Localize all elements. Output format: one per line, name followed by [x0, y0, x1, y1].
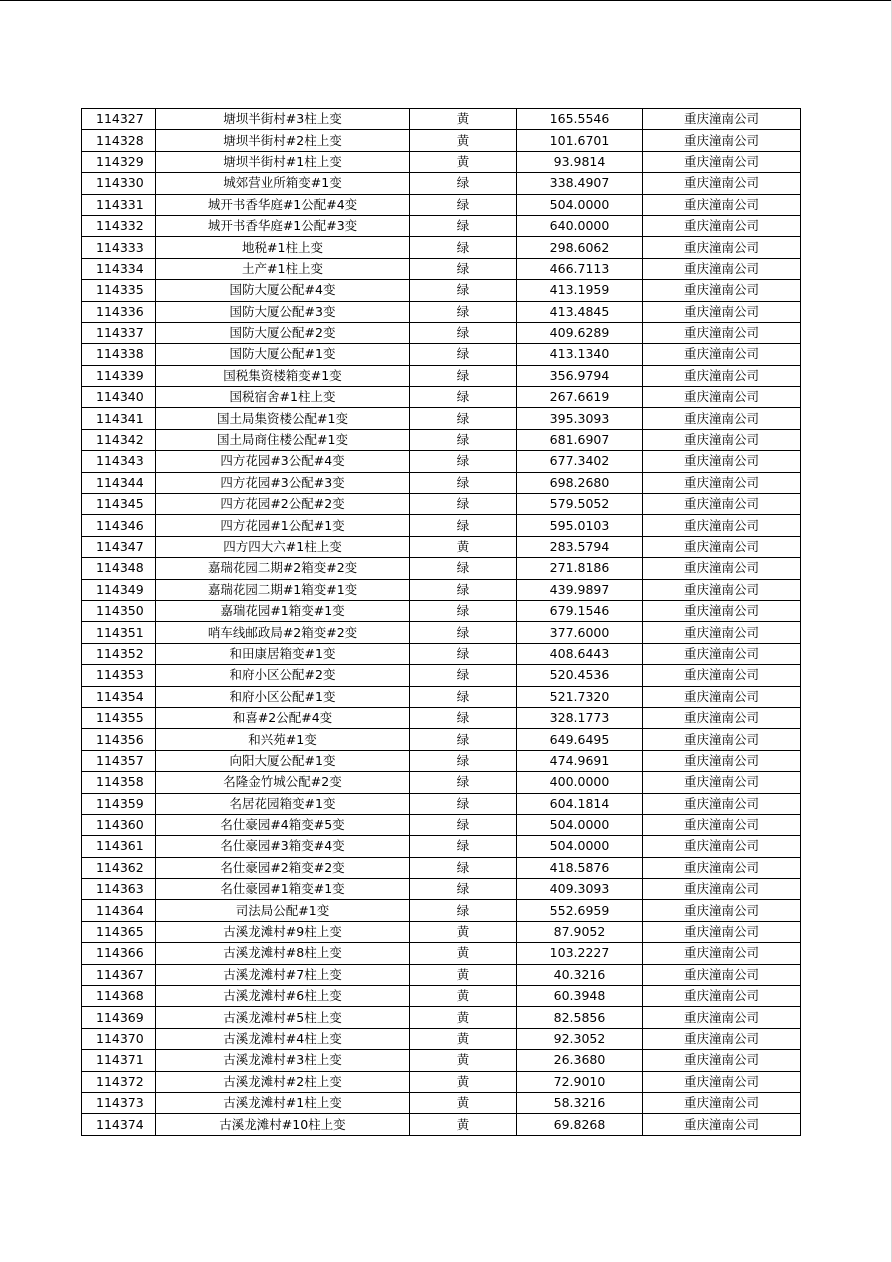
cell-company: 重庆潼南公司: [643, 814, 801, 835]
cell-name: 国土局集资楼公配#1变: [156, 408, 410, 429]
cell-name: 国防大厦公配#2变: [156, 322, 410, 343]
cell-color-code: 绿: [410, 600, 517, 621]
cell-id: 114337: [82, 322, 156, 343]
cell-id: 114351: [82, 622, 156, 643]
cell-value: 87.9052: [517, 921, 643, 942]
table-row: [82, 515, 801, 536]
cell-name: 古溪龙滩村#1柱上变: [156, 1092, 410, 1113]
table-row: [82, 750, 801, 771]
cell-name: 名隆金竹城公配#2变: [156, 772, 410, 793]
cell-color-code: 绿: [410, 900, 517, 921]
cell-name: 嘉瑞花园#1箱变#1变: [156, 600, 410, 621]
table-row: [82, 622, 801, 643]
table-row: [82, 772, 801, 793]
cell-value: 504.0000: [517, 194, 643, 215]
cell-value: 413.4845: [517, 301, 643, 322]
cell-color-code: 绿: [410, 750, 517, 771]
cell-id: 114335: [82, 280, 156, 301]
cell-value: 649.6495: [517, 729, 643, 750]
cell-id: 114341: [82, 408, 156, 429]
cell-color-code: 绿: [410, 793, 517, 814]
cell-company: 重庆潼南公司: [643, 857, 801, 878]
cell-name: 国土局商住楼公配#1变: [156, 429, 410, 450]
cell-value: 408.6443: [517, 643, 643, 664]
cell-color-code: 黄: [410, 1050, 517, 1071]
cell-company: 重庆潼南公司: [643, 280, 801, 301]
table-row: [82, 215, 801, 236]
cell-name: 国税宿舍#1柱上变: [156, 387, 410, 408]
table-row: [82, 109, 801, 130]
cell-name: 古溪龙滩村#9柱上变: [156, 921, 410, 942]
cell-name: 哨车线邮政局#2箱变#2变: [156, 622, 410, 643]
cell-company: 重庆潼南公司: [643, 365, 801, 386]
table-row: [82, 472, 801, 493]
table-row: [82, 814, 801, 835]
cell-name: 塘坝半街村#2柱上变: [156, 130, 410, 151]
cell-color-code: 绿: [410, 344, 517, 365]
cell-color-code: 绿: [410, 494, 517, 515]
cell-color-code: 黄: [410, 536, 517, 557]
cell-company: 重庆潼南公司: [643, 579, 801, 600]
cell-name: 城开书香华庭#1公配#4变: [156, 194, 410, 215]
cell-company: 重庆潼南公司: [643, 451, 801, 472]
cell-color-code: 黄: [410, 109, 517, 130]
cell-id: 114359: [82, 793, 156, 814]
cell-value: 409.3093: [517, 879, 643, 900]
cell-name: 国防大厦公配#4变: [156, 280, 410, 301]
cell-value: 439.9897: [517, 579, 643, 600]
cell-color-code: 绿: [410, 515, 517, 536]
cell-name: 向阳大厦公配#1变: [156, 750, 410, 771]
cell-color-code: 绿: [410, 173, 517, 194]
cell-company: 重庆潼南公司: [643, 986, 801, 1007]
cell-id: 114367: [82, 964, 156, 985]
cell-color-code: 绿: [410, 558, 517, 579]
cell-color-code: 绿: [410, 665, 517, 686]
cell-color-code: 绿: [410, 579, 517, 600]
cell-color-code: 黄: [410, 921, 517, 942]
table-row: [82, 151, 801, 172]
cell-id: 114354: [82, 686, 156, 707]
cell-company: 重庆潼南公司: [643, 408, 801, 429]
cell-id: 114339: [82, 365, 156, 386]
cell-value: 93.9814: [517, 151, 643, 172]
cell-value: 298.6062: [517, 237, 643, 258]
cell-company: 重庆潼南公司: [643, 258, 801, 279]
cell-name: 四方花园#2公配#2变: [156, 494, 410, 515]
table-row: [82, 344, 801, 365]
cell-name: 和兴苑#1变: [156, 729, 410, 750]
cell-value: 82.5856: [517, 1007, 643, 1028]
cell-value: 474.9691: [517, 750, 643, 771]
cell-color-code: 黄: [410, 1114, 517, 1135]
cell-color-code: 绿: [410, 429, 517, 450]
table-row: [82, 986, 801, 1007]
cell-color-code: 黄: [410, 964, 517, 985]
cell-name: 国税集资楼箱变#1变: [156, 365, 410, 386]
cell-name: 国防大厦公配#1变: [156, 344, 410, 365]
cell-id: 114342: [82, 429, 156, 450]
table-row: [82, 643, 801, 664]
table-row: [82, 365, 801, 386]
table-row: [82, 1050, 801, 1071]
cell-name: 和喜#2公配#4变: [156, 707, 410, 728]
table-row: [82, 1092, 801, 1113]
cell-id: 114347: [82, 536, 156, 557]
cell-value: 698.2680: [517, 472, 643, 493]
cell-company: 重庆潼南公司: [643, 707, 801, 728]
cell-id: 114370: [82, 1028, 156, 1049]
table-row: [82, 451, 801, 472]
cell-id: 114374: [82, 1114, 156, 1135]
cell-company: 重庆潼南公司: [643, 1050, 801, 1071]
cell-company: 重庆潼南公司: [643, 1114, 801, 1135]
cell-company: 重庆潼南公司: [643, 109, 801, 130]
table-row: [82, 686, 801, 707]
cell-color-code: 绿: [410, 451, 517, 472]
cell-company: 重庆潼南公司: [643, 750, 801, 771]
cell-company: 重庆潼南公司: [643, 151, 801, 172]
cell-value: 413.1959: [517, 280, 643, 301]
table-row: [82, 579, 801, 600]
cell-name: 古溪龙滩村#8柱上变: [156, 943, 410, 964]
cell-value: 504.0000: [517, 836, 643, 857]
cell-id: 114334: [82, 258, 156, 279]
cell-value: 552.6959: [517, 900, 643, 921]
cell-color-code: 绿: [410, 194, 517, 215]
cell-company: 重庆潼南公司: [643, 772, 801, 793]
cell-value: 409.6289: [517, 322, 643, 343]
cell-name: 和府小区公配#2变: [156, 665, 410, 686]
cell-id: 114368: [82, 986, 156, 1007]
table-row: [82, 536, 801, 557]
cell-color-code: 绿: [410, 322, 517, 343]
cell-id: 114369: [82, 1007, 156, 1028]
cell-name: 名仕豪园#3箱变#4变: [156, 836, 410, 857]
cell-color-code: 绿: [410, 365, 517, 386]
cell-value: 466.7113: [517, 258, 643, 279]
cell-company: 重庆潼南公司: [643, 237, 801, 258]
cell-color-code: 黄: [410, 943, 517, 964]
cell-id: 114352: [82, 643, 156, 664]
cell-value: 504.0000: [517, 814, 643, 835]
cell-value: 521.7320: [517, 686, 643, 707]
cell-value: 356.9794: [517, 365, 643, 386]
table-row: [82, 1028, 801, 1049]
cell-name: 名仕豪园#1箱变#1变: [156, 879, 410, 900]
table-row: [82, 836, 801, 857]
cell-company: 重庆潼南公司: [643, 558, 801, 579]
cell-name: 塘坝半街村#3柱上变: [156, 109, 410, 130]
table-row: [82, 408, 801, 429]
table-row: [82, 665, 801, 686]
cell-name: 和府小区公配#1变: [156, 686, 410, 707]
cell-value: 604.1814: [517, 793, 643, 814]
cell-company: 重庆潼南公司: [643, 194, 801, 215]
table-row: [82, 237, 801, 258]
cell-id: 114336: [82, 301, 156, 322]
cell-value: 677.3402: [517, 451, 643, 472]
table-row: [82, 558, 801, 579]
transformer-table: [81, 108, 801, 1136]
table-row: [82, 280, 801, 301]
cell-id: 114331: [82, 194, 156, 215]
cell-value: 520.4536: [517, 665, 643, 686]
cell-value: 40.3216: [517, 964, 643, 985]
cell-company: 重庆潼南公司: [643, 729, 801, 750]
cell-company: 重庆潼南公司: [643, 879, 801, 900]
table-row: [82, 1114, 801, 1135]
table-row: [82, 793, 801, 814]
cell-company: 重庆潼南公司: [643, 643, 801, 664]
cell-value: 60.3948: [517, 986, 643, 1007]
cell-value: 165.5546: [517, 109, 643, 130]
cell-company: 重庆潼南公司: [643, 322, 801, 343]
cell-company: 重庆潼南公司: [643, 943, 801, 964]
cell-company: 重庆潼南公司: [643, 173, 801, 194]
cell-id: 114365: [82, 921, 156, 942]
cell-company: 重庆潼南公司: [643, 836, 801, 857]
cell-name: 古溪龙滩村#4柱上变: [156, 1028, 410, 1049]
cell-color-code: 绿: [410, 879, 517, 900]
cell-id: 114349: [82, 579, 156, 600]
cell-id: 114338: [82, 344, 156, 365]
cell-name: 城开书香华庭#1公配#3变: [156, 215, 410, 236]
cell-company: 重庆潼南公司: [643, 665, 801, 686]
cell-id: 114355: [82, 707, 156, 728]
table-row: [82, 729, 801, 750]
cell-color-code: 绿: [410, 643, 517, 664]
cell-name: 和田康居箱变#1变: [156, 643, 410, 664]
cell-value: 418.5876: [517, 857, 643, 878]
cell-color-code: 绿: [410, 772, 517, 793]
cell-company: 重庆潼南公司: [643, 1071, 801, 1092]
cell-name: 名居花园箱变#1变: [156, 793, 410, 814]
cell-value: 72.9010: [517, 1071, 643, 1092]
cell-id: 114364: [82, 900, 156, 921]
cell-company: 重庆潼南公司: [643, 900, 801, 921]
cell-value: 595.0103: [517, 515, 643, 536]
cell-color-code: 绿: [410, 387, 517, 408]
cell-id: 114329: [82, 151, 156, 172]
cell-company: 重庆潼南公司: [643, 793, 801, 814]
cell-value: 283.5794: [517, 536, 643, 557]
cell-company: 重庆潼南公司: [643, 686, 801, 707]
cell-id: 114327: [82, 109, 156, 130]
cell-name: 嘉瑞花园二期#2箱变#2变: [156, 558, 410, 579]
cell-id: 114363: [82, 879, 156, 900]
table-row: [82, 322, 801, 343]
table-row: [82, 964, 801, 985]
cell-name: 古溪龙滩村#10柱上变: [156, 1114, 410, 1135]
cell-value: 395.3093: [517, 408, 643, 429]
cell-company: 重庆潼南公司: [643, 1092, 801, 1113]
cell-company: 重庆潼南公司: [643, 494, 801, 515]
cell-company: 重庆潼南公司: [643, 344, 801, 365]
cell-value: 328.1773: [517, 707, 643, 728]
table-row: [82, 387, 801, 408]
cell-color-code: 绿: [410, 408, 517, 429]
cell-id: 114373: [82, 1092, 156, 1113]
cell-color-code: 绿: [410, 258, 517, 279]
cell-value: 26.3680: [517, 1050, 643, 1071]
cell-id: 114366: [82, 943, 156, 964]
cell-value: 58.3216: [517, 1092, 643, 1113]
cell-name: 古溪龙滩村#2柱上变: [156, 1071, 410, 1092]
cell-name: 城郊营业所箱变#1变: [156, 173, 410, 194]
cell-name: 古溪龙滩村#6柱上变: [156, 986, 410, 1007]
cell-value: 103.2227: [517, 943, 643, 964]
cell-id: 114350: [82, 600, 156, 621]
page-top-border: [0, 0, 892, 1]
table-row: [82, 258, 801, 279]
cell-color-code: 绿: [410, 729, 517, 750]
cell-id: 114371: [82, 1050, 156, 1071]
table-row: [82, 429, 801, 450]
cell-color-code: 绿: [410, 472, 517, 493]
cell-company: 重庆潼南公司: [643, 387, 801, 408]
table-body: [82, 109, 801, 1136]
cell-id: 114362: [82, 857, 156, 878]
cell-name: 四方花园#3公配#4变: [156, 451, 410, 472]
table-row: [82, 857, 801, 878]
cell-color-code: 绿: [410, 686, 517, 707]
cell-name: 土产#1柱上变: [156, 258, 410, 279]
cell-company: 重庆潼南公司: [643, 536, 801, 557]
cell-id: 114353: [82, 665, 156, 686]
cell-company: 重庆潼南公司: [643, 1007, 801, 1028]
table-row: [82, 921, 801, 942]
table-row: [82, 494, 801, 515]
cell-color-code: 绿: [410, 237, 517, 258]
cell-id: 114328: [82, 130, 156, 151]
cell-value: 92.3052: [517, 1028, 643, 1049]
table-row: [82, 900, 801, 921]
cell-id: 114348: [82, 558, 156, 579]
cell-value: 400.0000: [517, 772, 643, 793]
cell-company: 重庆潼南公司: [643, 921, 801, 942]
table-row: [82, 879, 801, 900]
cell-name: 地税#1柱上变: [156, 237, 410, 258]
cell-name: 古溪龙滩村#3柱上变: [156, 1050, 410, 1071]
cell-color-code: 绿: [410, 622, 517, 643]
cell-name: 古溪龙滩村#5柱上变: [156, 1007, 410, 1028]
table-row: [82, 600, 801, 621]
table-row: [82, 943, 801, 964]
cell-company: 重庆潼南公司: [643, 301, 801, 322]
cell-value: 413.1340: [517, 344, 643, 365]
cell-name: 嘉瑞花园二期#1箱变#1变: [156, 579, 410, 600]
cell-name: 四方花园#3公配#3变: [156, 472, 410, 493]
table-row: [82, 173, 801, 194]
cell-company: 重庆潼南公司: [643, 622, 801, 643]
cell-color-code: 绿: [410, 280, 517, 301]
cell-value: 640.0000: [517, 215, 643, 236]
cell-name: 古溪龙滩村#7柱上变: [156, 964, 410, 985]
table-row: [82, 1071, 801, 1092]
cell-value: 681.6907: [517, 429, 643, 450]
cell-color-code: 绿: [410, 707, 517, 728]
cell-name: 四方四大六#1柱上变: [156, 536, 410, 557]
cell-id: 114361: [82, 836, 156, 857]
cell-company: 重庆潼南公司: [643, 130, 801, 151]
cell-name: 名仕豪园#4箱变#5变: [156, 814, 410, 835]
cell-color-code: 黄: [410, 1007, 517, 1028]
cell-value: 101.6701: [517, 130, 643, 151]
cell-id: 114372: [82, 1071, 156, 1092]
cell-color-code: 黄: [410, 1028, 517, 1049]
cell-id: 114345: [82, 494, 156, 515]
table-row: [82, 301, 801, 322]
cell-value: 579.5052: [517, 494, 643, 515]
cell-company: 重庆潼南公司: [643, 600, 801, 621]
cell-company: 重庆潼南公司: [643, 515, 801, 536]
cell-company: 重庆潼南公司: [643, 1028, 801, 1049]
cell-color-code: 黄: [410, 1092, 517, 1113]
table-row: [82, 1007, 801, 1028]
cell-color-code: 黄: [410, 1071, 517, 1092]
cell-name: 四方花园#1公配#1变: [156, 515, 410, 536]
cell-id: 114346: [82, 515, 156, 536]
cell-company: 重庆潼南公司: [643, 472, 801, 493]
cell-value: 69.8268: [517, 1114, 643, 1135]
cell-id: 114357: [82, 750, 156, 771]
cell-company: 重庆潼南公司: [643, 964, 801, 985]
cell-id: 114344: [82, 472, 156, 493]
cell-company: 重庆潼南公司: [643, 429, 801, 450]
cell-id: 114356: [82, 729, 156, 750]
table-row: [82, 194, 801, 215]
cell-id: 114343: [82, 451, 156, 472]
cell-value: 679.1546: [517, 600, 643, 621]
cell-id: 114330: [82, 173, 156, 194]
cell-value: 267.6619: [517, 387, 643, 408]
cell-name: 名仕豪园#2箱变#2变: [156, 857, 410, 878]
cell-value: 271.8186: [517, 558, 643, 579]
cell-value: 338.4907: [517, 173, 643, 194]
cell-color-code: 黄: [410, 151, 517, 172]
cell-value: 377.6000: [517, 622, 643, 643]
table-row: [82, 707, 801, 728]
cell-name: 司法局公配#1变: [156, 900, 410, 921]
cell-color-code: 绿: [410, 814, 517, 835]
cell-color-code: 绿: [410, 301, 517, 322]
cell-color-code: 绿: [410, 857, 517, 878]
cell-name: 国防大厦公配#3变: [156, 301, 410, 322]
cell-id: 114340: [82, 387, 156, 408]
cell-color-code: 黄: [410, 986, 517, 1007]
cell-id: 114333: [82, 237, 156, 258]
cell-id: 114358: [82, 772, 156, 793]
cell-company: 重庆潼南公司: [643, 215, 801, 236]
cell-color-code: 绿: [410, 836, 517, 857]
table-row: [82, 130, 801, 151]
cell-color-code: 绿: [410, 215, 517, 236]
cell-id: 114360: [82, 814, 156, 835]
cell-id: 114332: [82, 215, 156, 236]
cell-name: 塘坝半街村#1柱上变: [156, 151, 410, 172]
cell-color-code: 黄: [410, 130, 517, 151]
